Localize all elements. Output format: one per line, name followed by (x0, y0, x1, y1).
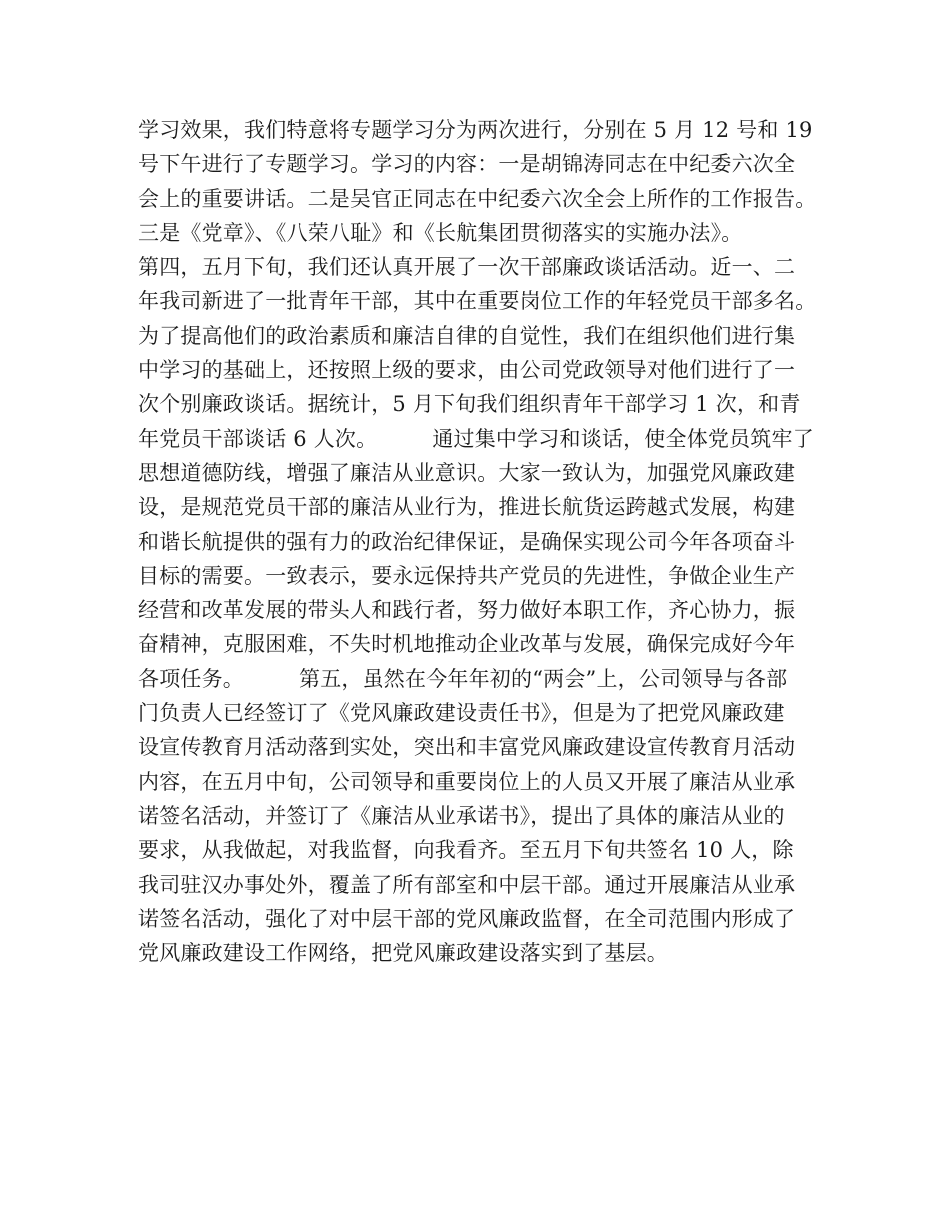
text-line: 年我司新进了一批青年干部，其中在重要岗位工作的年轻党员干部多名。 (138, 289, 817, 314)
text-line: 学习效果，我们特意将专题学习分为两次进行，分别在 5 月 12 号和 19 (138, 118, 813, 142)
text-line: 我司驻汉办事处外，覆盖了所有部室和中层干部。通过开展廉洁从业承 (138, 872, 796, 897)
text-line: 设宣传教育月活动落到实处，突出和丰富党风廉政建设宣传教育月活动 (138, 735, 796, 760)
text-line: 年党员干部谈话 6 人次。 通过集中学习和谈话，使全体党员筑牢了 (138, 426, 814, 451)
text-line: 中学习的基础上，还按照上级的要求，由公司党政领导对他们进行了一 (138, 358, 796, 383)
text-line: 目标的需要。一致表示，要永远保持共产党员的先进性，争做企业生产 (138, 563, 796, 588)
body-text (138, 113, 838, 970)
text-line: 党风廉政建设工作网络，把党风廉政建设落实到了基层。 (138, 941, 668, 966)
text-line: 三是《党章》、《八荣八耻》和《长航集团贯彻落实的实施办法》。 (138, 220, 743, 245)
text-line: 和谐长航提供的强有力的政治纪律保证，是确保实现公司今年各项奋斗 (138, 529, 796, 554)
text-line: 门负责人已经签订了《党风廉政建设责任书》，但是为了把党风廉政建 (138, 701, 785, 726)
text-line: 内容，在五月中旬，公司领导和重要岗位上的人员又开展了廉洁从业承 (138, 769, 796, 794)
text-line: 号下午进行了专题学习。学习的内容：一是胡锦涛同志在中纪委六次全 (138, 152, 796, 177)
text-line: 第四，五月下旬，我们还认真开展了一次干部廉政谈话活动。近一、二 (138, 255, 796, 280)
text-line: 各项任务。 第五，虽然在今年年初的“两会”上，公司领导与各部 (138, 666, 788, 691)
text-line: 要求，从我做起，对我监督，向我看齐。至五月下旬共签名 10 人，除 (138, 838, 794, 863)
text-line: 奋精神，克服困难，不失时机地推动企业改革与发展，确保完成好今年 (138, 632, 796, 657)
text-line: 思想道德防线，增强了廉洁从业意识。大家一致认为，加强党风廉政建 (138, 460, 796, 485)
text-line: 诺签名活动，并签订了《廉洁从业承诺书》，提出了具体的廉洁从业的 (138, 803, 785, 828)
text-line: 诺签名活动，强化了对中层干部的党风廉政监督，在全司范围内形成了 (138, 906, 796, 931)
text-line: 会上的重要讲话。二是吴官正同志在中纪委六次全会上所作的工作报告。 (138, 186, 817, 211)
text-line: 为了提高他们的政治素质和廉洁自律的自觉性，我们在组织他们进行集 (138, 323, 796, 348)
text-line: 设，是规范党员干部的廉洁从业行为，推进长航货运跨越式发展，构建 (138, 495, 796, 520)
text-line: 经营和改革发展的带头人和践行者，努力做好本职工作，齐心协力，振 (138, 598, 796, 623)
text-line: 次个别廉政谈话。据统计，5 月下旬我们组织青年干部学习 1 次，和青 (138, 392, 801, 417)
